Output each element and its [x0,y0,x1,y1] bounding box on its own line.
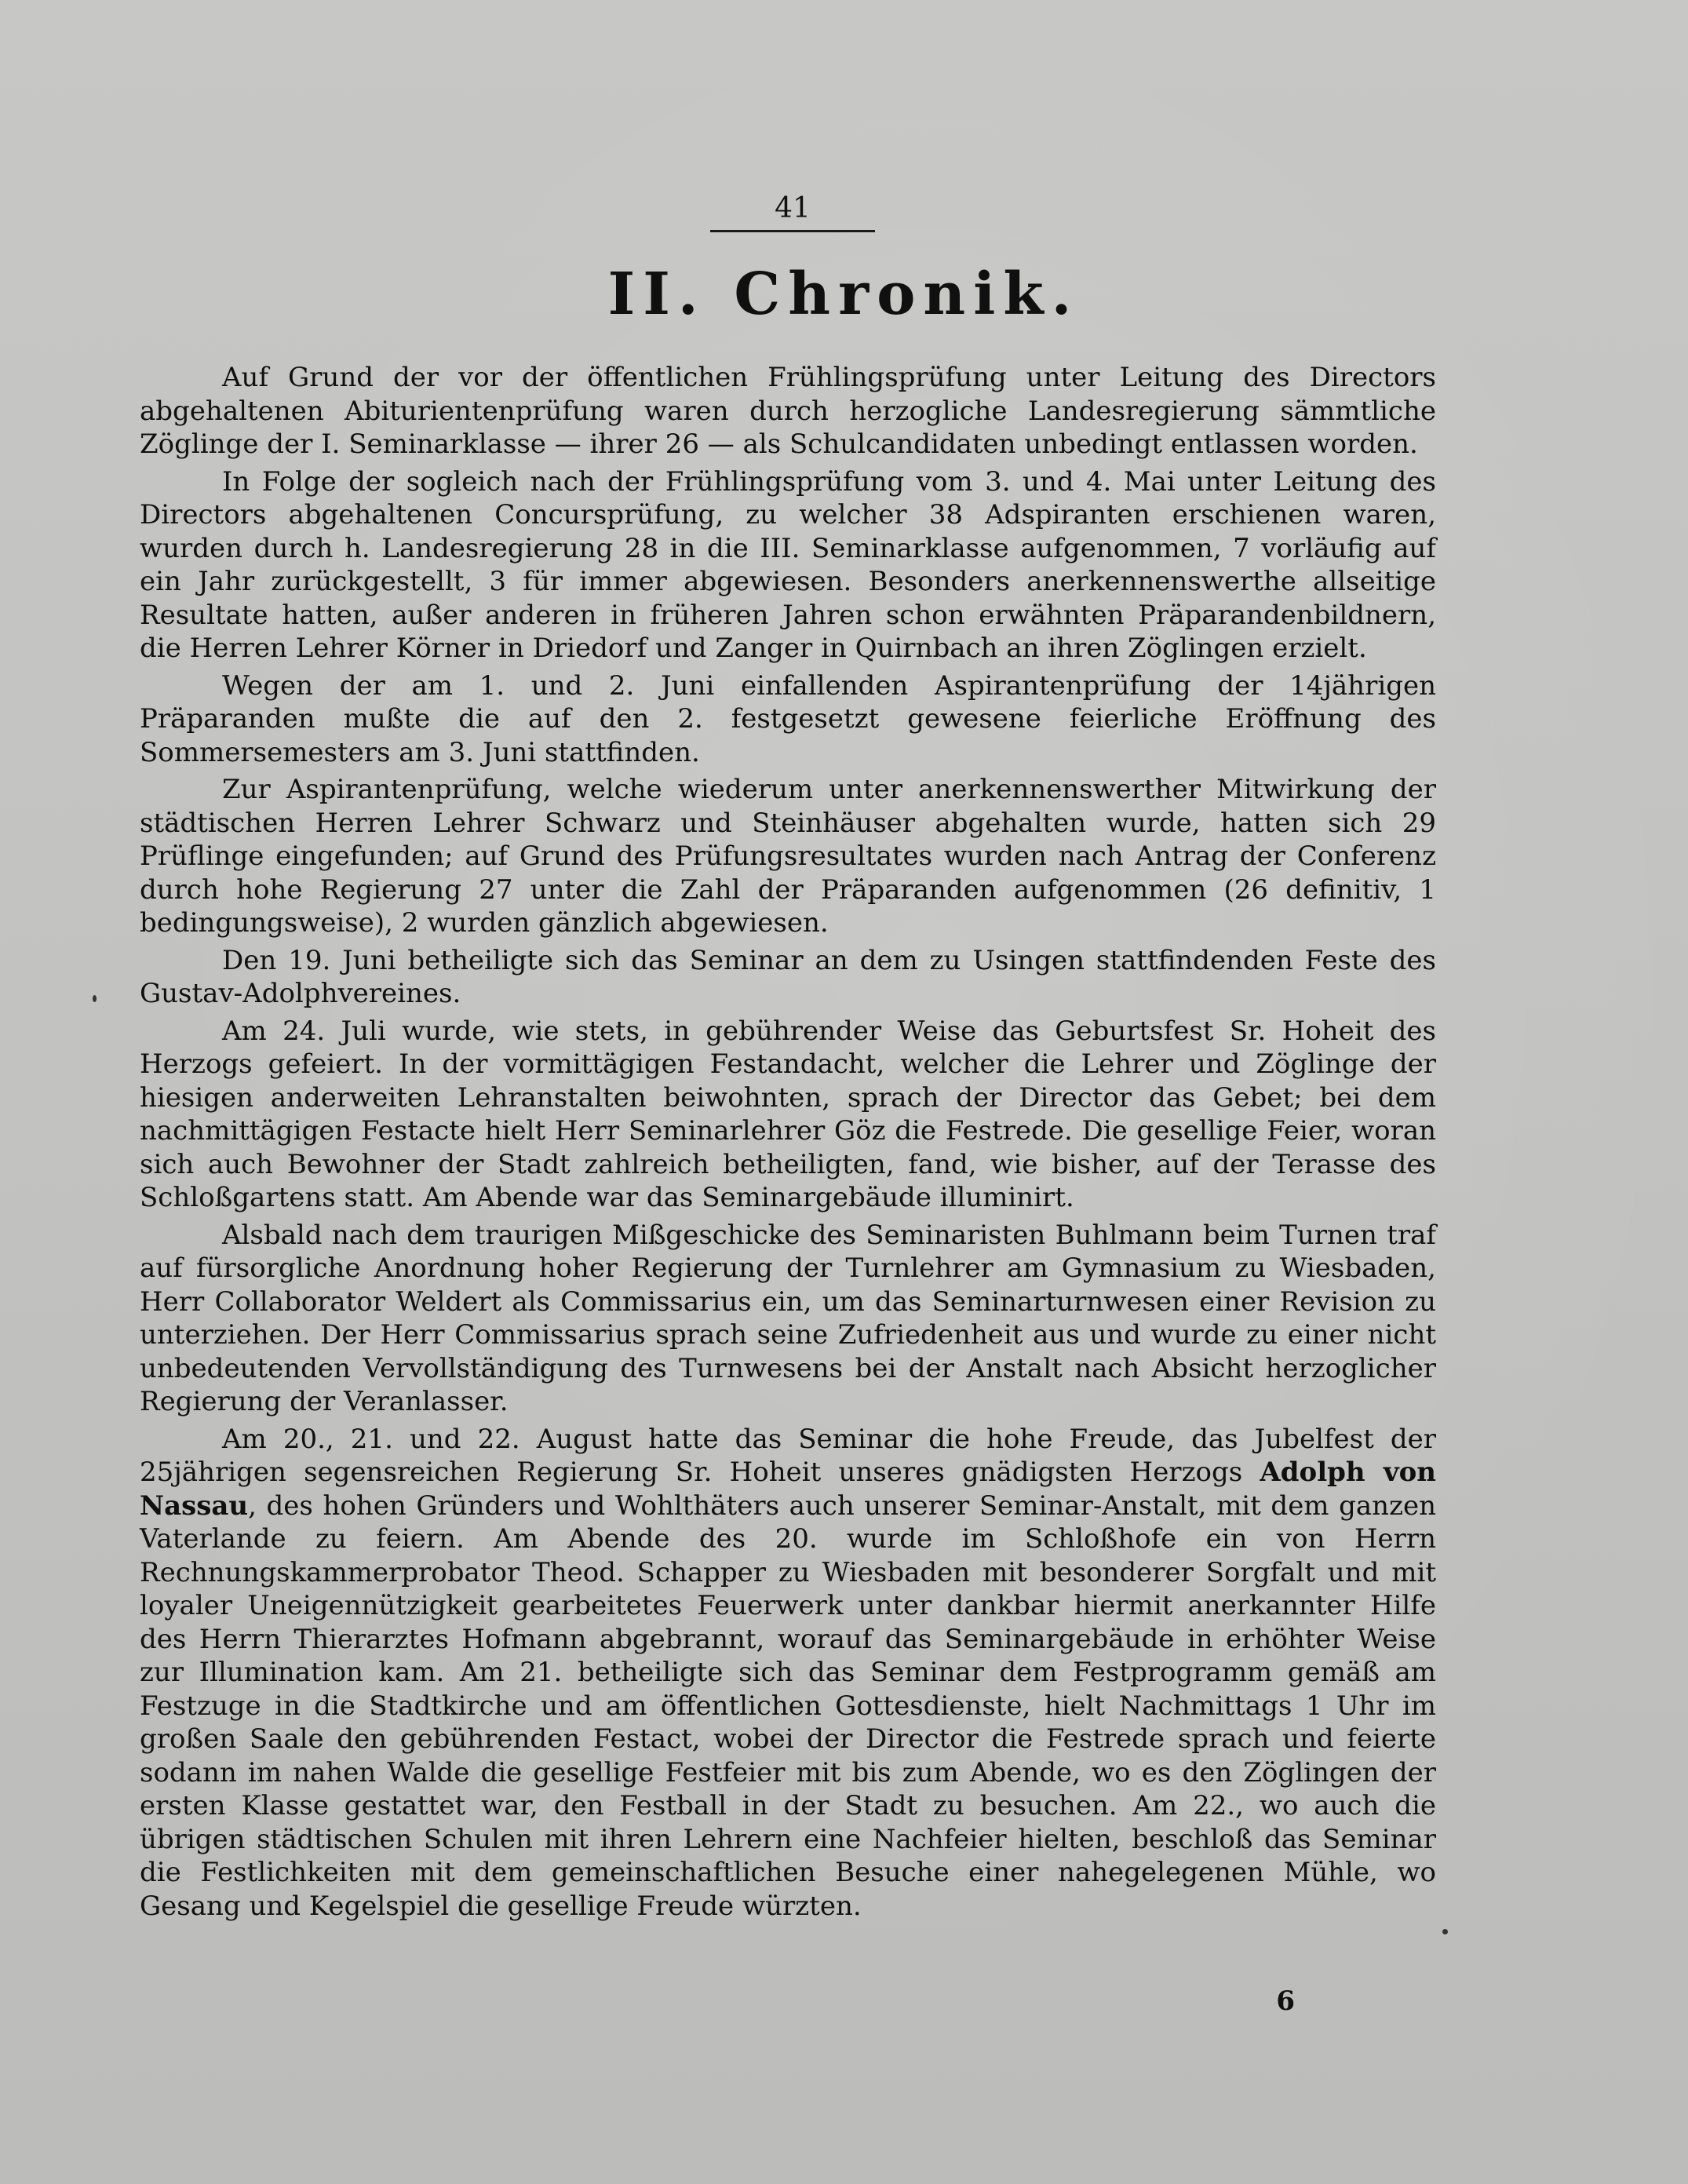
paragraph-turnwesen: Alsbald nach dem traurigen Mißgeschicke des Seminaristen Buhlmann beim Turnen traf auf fürsorgliche Anordnung hoher Regierung der Turnlehrer am Gymnasium zu Wiesbaden, Herr Collaborator Weldert als Commissarius ein, um das Seminarturnwesen einer Revision zu unterziehen. Der Herr Commissarius sprach seine Zufriedenheit aus und wurde zu einer nicht unbedeutenden Vervollständigung des Turnwesens bei der Anstalt nach Absicht herzoglicher Regierung der Veranlasser. [140,1219,1436,1417]
page-number: 41 [775,192,811,224]
paragraph-concurspruefung: In Folge der sogleich nach der Frühlingsprüfung vom 3. und 4. Mai unter Leitung des Directors abgehaltenen Concursprüfung, zu welcher 38 Adspiranten erschienen waren, wurden durch h. Landesregierung 28 in die III. Seminarklasse aufgenommen, 7 vorläufig auf ein Jahr zurückgestellt, 3 für immer abgewiesen. Besonders anerkennenswerthe allseitige Resultate hatten, außer anderen in früheren Jahren schon erwähnten Präparandenbildnern, die Herren Lehrer Körner in Driedorf und Zanger in Quirnbach an ihren Zöglingen erzielt. [140,465,1436,664]
duke-name: Adolph von Nassau [140,1457,1436,1522]
paragraph-sommersemester: Wegen der am 1. und 2. Juni einfallenden Aspirantenprüfung der 14jährigen Präparanden mußte die auf den 2. festgesetzt gewesene feierliche Eröffnung des Sommersemesters am 3. Juni stattfinden. [140,669,1436,768]
paragraph-gustav-adolph: Den 19. Juni betheiligte sich das Seminar an dem zu Usingen stattfindenden Feste des Gustav-Adolphvereines. [140,944,1436,1009]
header-rule [710,230,875,232]
signature-mark: 6 [1276,1985,1295,2017]
paragraph-jubelfest [140,1423,1436,1923]
paragraph-geburtsfest: Am 24. Juli wurde, wie stets, in gebührender Weise das Geburtsfest Sr. Hoheit des Herzogs gefeiert. In der vormittägigen Festandacht, welcher die Lehrer und Zöglinge der hiesigen anderweiten Lehranstalten beiwohnten, sprach der Director das Gebet; bei dem nachmittägigen Festacte hielt Herr Seminarlehrer Göz die Festrede. Die gesellige Feier, woran sich auch Bewohner der Stadt zahlreich betheiligten, fand, wie bisher, auf der Terasse des Schloßgartens statt. Am Abende war das Seminargebäude illuminirt. [140,1015,1436,1213]
ink-speck [93,995,97,1002]
chapter-title: II. Chronik. [607,261,1080,328]
paragraph-abiturienten: Auf Grund der vor der öffentlichen Frühlingsprüfung unter Leitung des Directors abgehaltenen Abiturientenprüfung waren durch herzogliche Landesregierung sämmtliche Zöglinge der I. Seminarklasse — ihrer 26 — als Schulcandidaten unbedingt entlassen worden. [140,362,1436,460]
chronicle-body [140,361,1436,1927]
jubelfest-text-start: Am 20., 21. und 22. August hatte das Seminar die hohe Freude, das Jubelfest der 25jährigen segensreichen Regierung Sr. Hoheit unseres gnädigsten Herzogs [140,1423,1436,1488]
jubelfest-text-end: , des hohen Gründers und Wohlthäters auch unserer Seminar-Anstalt, mit dem ganzen Vaterlande zu feiern. Am Abende des 20. wurde im Schloßhofe ein von Herrn Rechnungskammerprobator Theod. Schapper zu Wiesbaden mit besonderer Sorgfalt und mit loyaler Uneigennützigkeit gearbeitetes Feuerwerk unter dankbar hiermit anerkannter Hilfe des Herrn Thierarztes Hofmann abgebrannt, worauf das Seminargebäude in erhöhter Weise zur Illumination kam. Am 21. betheiligte sich das Seminar dem Festprogramm gemäß am Festzuge in die Stadtkirche und am öffentlichen Gottesdienste, hielt Nachmittags 1 Uhr im großen Saale den gebührenden Festact, wobei der Director die Festrede sprach und feierte sodann im nahen Walde die gesellige Festfeier mit bis zum Abende, wo es den Zöglingen der ersten Klasse gestattet war, den Festball in der Stadt zu besuchen. Am 22., wo auch die übrigen städtischen Schulen mit ihren Lehrern eine Nachfeier hielten, beschloß das Seminar die Festlichkeiten mit dem gemeinschaftlichen Besuche einer nahegelegenen Mühle, wo Gesang und Kegelspiel die gesellige Freude würzten. [140,1489,1436,1922]
ink-speck [1442,1929,1448,1934]
paragraph-aspirantenpruefung: Zur Aspirantenprüfung, welche wiederum unter anerkennenswerther Mitwirkung der städtischen Herren Lehrer Schwarz und Steinhäuser abgehalten wurde, hatten sich 29 Prüflinge eingefunden; auf Grund des Prüfungsresultates wurden nach Antrag der Conferenz durch hohe Regierung 27 unter die Zahl der Präparanden aufgenommen (26 definitiv, 1 bedingungsweise), 2 wurden gänzlich abgewiesen. [140,774,1436,939]
